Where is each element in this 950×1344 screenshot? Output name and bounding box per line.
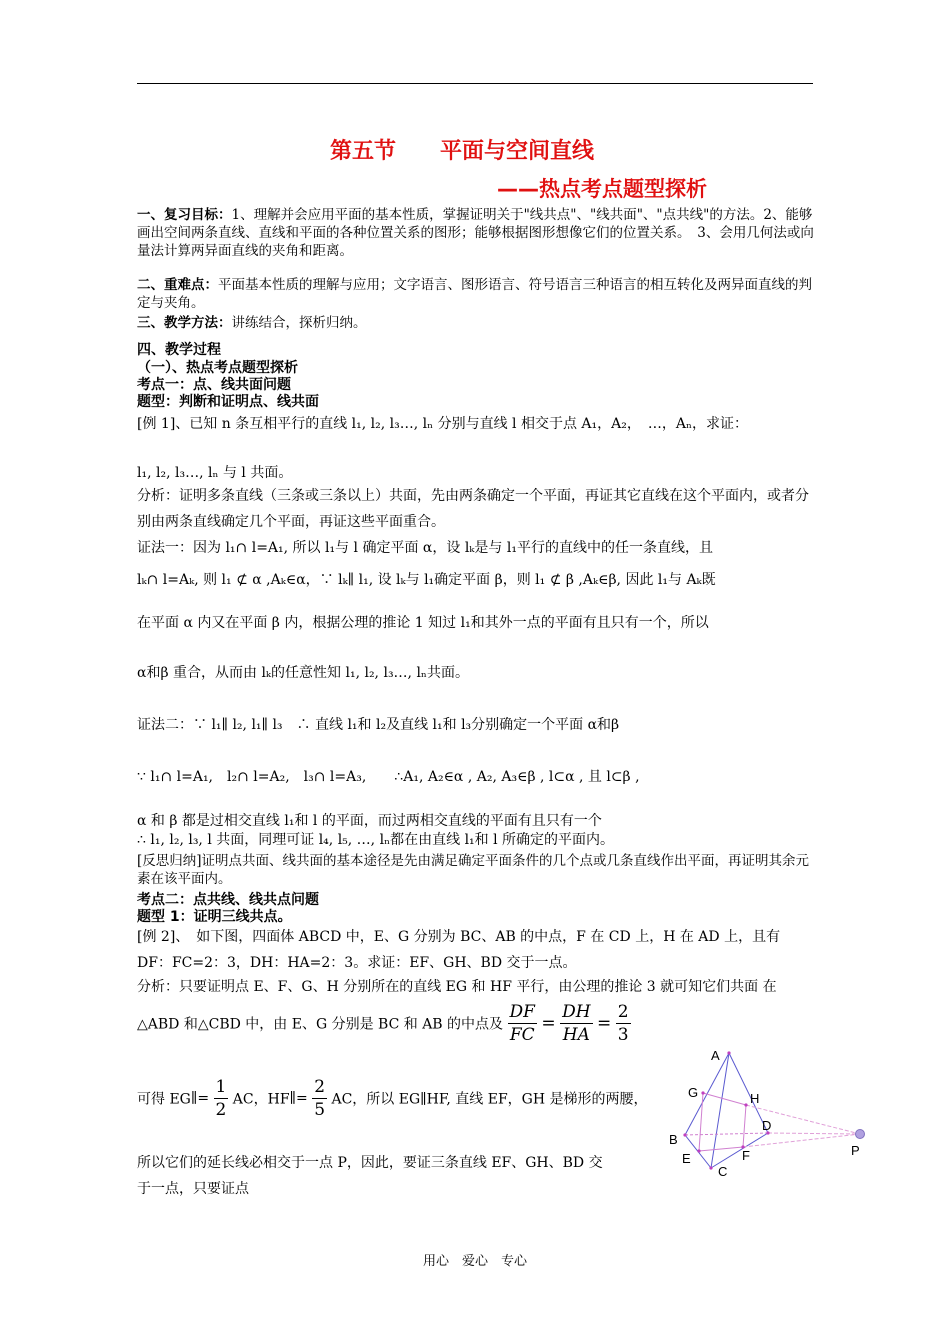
type1-heading: 题型：判断和证明点、线共面 (137, 394, 319, 410)
topic2-heading: 考点二：点共线、线共点问题 (137, 892, 319, 908)
eg-post-text: AC，所以 EG∥HF, 直线 EF，GH 是梯形的两腰， (331, 1091, 648, 1108)
proof1-line-d: α和β 重合，从而由 lₖ的任意性知 l₁, l₂, l₃…, lₙ共面。 (137, 665, 469, 681)
review-goals (137, 206, 817, 260)
example1-line2: l₁, l₂, l₃…, lₙ 与 l 共面。 (137, 465, 293, 481)
fraction-2-5: $\frac{2}{5}$ (314, 1077, 326, 1120)
label-e: E (682, 1151, 691, 1166)
label-d: D (762, 1118, 772, 1133)
label-p: P (851, 1143, 860, 1158)
intersection-point-icon (856, 1130, 865, 1139)
review-label: 一、复习目标： (137, 207, 232, 223)
analysis1: 分析：证明多条直线（三条或三条以上）共面，先由两条确定一个平面，再证其它直线在这个平面内，或者分别由两条直线确定几个平面，再证这些平面重合。 (137, 488, 809, 530)
proof2-line-b: ∵ l₁∩ l=A₁, l₂∩ l=A₂, l₃∩ l=A₃, ∴A₁, A₂∈α , A₂, A₃∈β , l⊂α , 且 l⊂β , (137, 769, 640, 785)
example1-line1: [例 1]、已知 n 条互相平行的直线 l₁, l₂, l₃…, lₙ 分别与直线 l 相交于点 A₁，A₂， …，Aₙ，求证： (137, 416, 749, 432)
type2-heading: 题型 1：证明三线共点。 (137, 909, 292, 925)
method-text: 讲练结合，探析归纳。 (231, 315, 367, 331)
label-g: G (688, 1085, 699, 1100)
fraction-dh-ha: $\frac{DH}{HA}$ (562, 1002, 591, 1045)
eg-hf-line (137, 1076, 648, 1121)
reflection: [反思归纳]证明点共面、线共面的基本途径是先由满足确定平面条件的几个点或几条直线作出平面，再证明其余元素在该平面内。 (137, 853, 810, 887)
header-rule (137, 83, 813, 84)
extension-line2: 于一点，只要证点 (137, 1181, 249, 1197)
analysis2-text: △ABD 和△CBD 中，由 E、G 分别是 BC 和 AB 的中点及 (137, 1016, 504, 1033)
difficulty-text: 平面基本性质的理解与应用；文字语言、图形语言、符号语言三种语言的相互转化及两异面直线的判定与夹角。 (137, 277, 812, 311)
label-b: B (669, 1132, 678, 1147)
proof1-line-a: 证法一：因为 l₁∩ l=A₁, 所以 l₁与 l 确定平面 α，设 lₖ是与 l₁平行的直线中的任一条直线，且 (137, 540, 713, 556)
proof2-line-c: α 和 β 都是过相交直线 l₁和 l 的平面，而过两相交直线的平面有且只有一个 (137, 813, 602, 829)
extension-line1: 所以它们的延长线必相交于一点 P，因此，要证三条直线 EF、GH、BD 交 (137, 1155, 603, 1171)
proof1-line-b: lₖ∩ l=Aₖ, 则 l₁ ⊄ α ,Aₖ∈α，∵ lₖ∥ l₁, 设 lₖ与 l₁确定平面 β，则 l₁ ⊄ β ,Aₖ∈β, 因此 l₁与 Aₖ既 (137, 572, 716, 588)
label-a: A (711, 1048, 720, 1063)
fraction-df-fc: $\frac{DF}{FC}$ (509, 1002, 535, 1045)
equals-sign-2: = (597, 1013, 612, 1034)
label-c: C (718, 1164, 728, 1179)
page-title: 第五节 平面与空间直线 (330, 139, 595, 164)
parallel-equal-icon: ∥= (190, 1090, 210, 1107)
topic1-heading: 考点一：点、线共面问题 (137, 377, 291, 393)
proof2-line-a: 证法二：∵ l₁∥ l₂, l₁∥ l₃ ∴ 直线 l₁和 l₂及直线 l₁和 l₃分别确定一个平面 α和β (137, 717, 620, 733)
example2: [例 2]、 如下图，四面体 ABCD 中，E、G 分别为 BC、AB 的中点，F 在 CD 上，H 在 AD 上，且有 DF：FC=2：3，DH：HA=2：3。求证：EF、GH、BD 交于一点。 (137, 929, 781, 971)
equals-sign: = (541, 1013, 556, 1034)
analysis2-line1: 分析：只要证明点 E、F、G、H 分别所在的直线 EG 和 HF 平行，由公理的推论 3 就可知它们共面 在 (137, 979, 777, 995)
analysis2-line2 (137, 1001, 631, 1046)
page-subtitle: ——热点考点题型探析 (497, 177, 707, 201)
parallel-equal-icon-2: ∥= (289, 1090, 308, 1107)
proof1-line-c: 在平面 α 内又在平面 β 内，根据公理的推论 1 知过 l₁和其外一点的平面有且只有一个，所以 (137, 615, 709, 631)
teaching-method (137, 314, 817, 332)
tetrahedron-figure (663, 1043, 885, 1183)
label-f: F (742, 1148, 750, 1163)
label-h: H (750, 1091, 760, 1106)
section-heading: （一）、热点考点题型探析 (137, 360, 298, 376)
fraction-1-2: $\frac{1}{2}$ (215, 1077, 227, 1120)
proof2-line-d: ∴ l₁, l₂, l₃, l 共面，同理可证 l₄, l₅, …, lₙ都在由直线 l₁和 l 所确定的平面内。 (137, 832, 615, 848)
key-difficulties (137, 276, 817, 312)
fraction-2-3: $\frac{2}{3}$ (617, 1002, 629, 1045)
hf-text: AC，HF (232, 1091, 290, 1108)
method-label: 三、教学方法： (137, 315, 232, 331)
process-heading: 四、教学过程 (137, 342, 221, 358)
review-text: 1、理解并会应用平面的基本性质，掌握证明关于"线共点"、"线共面"、"点共线"的方法。2、能够画出空间两条直线、直线和平面的各种位置关系的图形；能够根据图形想像它们的位置关系。 3、会用几何法或向量法计算两异面直线的夹角和距离。 (137, 207, 814, 259)
page-footer: 用心 爱心 专心 (422, 1254, 527, 1269)
eg-text: 可得 EG (137, 1091, 191, 1108)
difficulty-label: 二、重难点： (137, 277, 218, 293)
